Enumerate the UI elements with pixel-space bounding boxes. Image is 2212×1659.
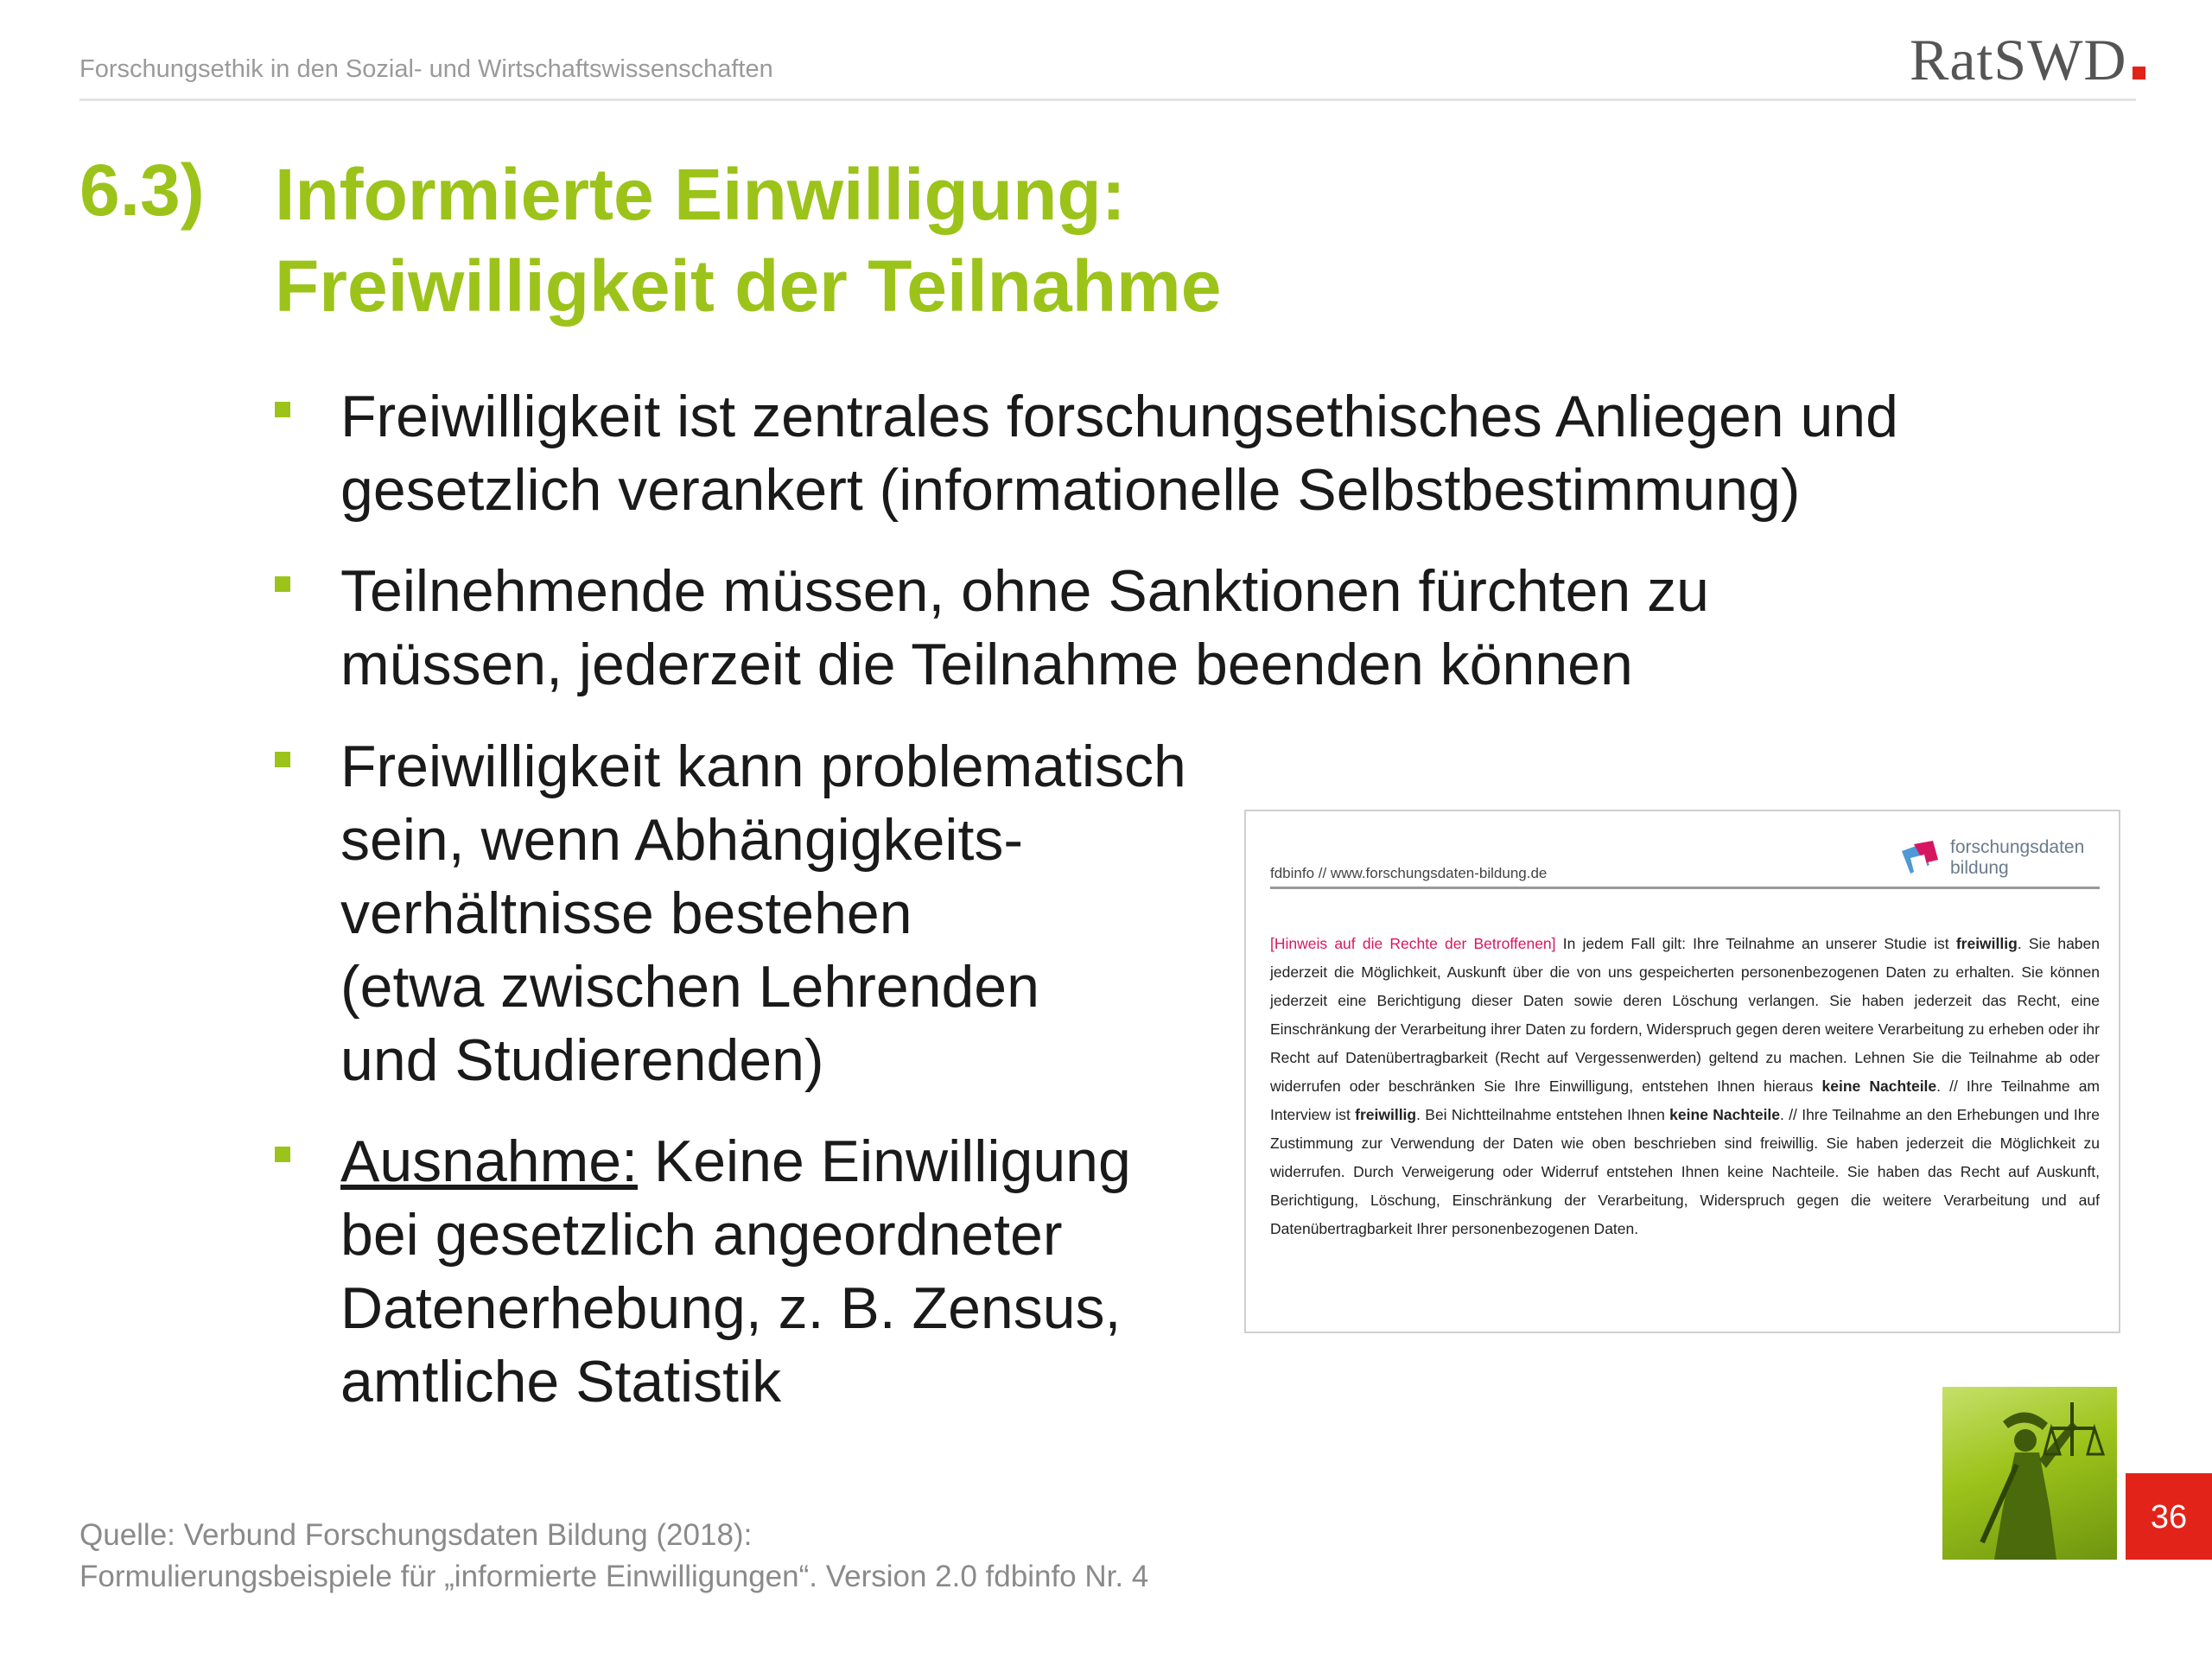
bullet-line: Freiwilligkeit ist zentrales forschungsethisches Anliegen und (340, 384, 1898, 449)
bullet-marker (275, 576, 290, 592)
bullet-line: Datenerhebung, z. B. Zensus, (340, 1275, 1122, 1341)
doc-text: . Bei Nichtteilnahme entstehen Ihnen (1416, 1106, 1670, 1123)
fdb-logo-icon (1898, 839, 1942, 882)
justitia-statue-image (1942, 1387, 2117, 1560)
doc-bold: freiwillig (1955, 935, 2018, 952)
justitia-icon (1942, 1387, 2117, 1560)
bullet-text (340, 1125, 1131, 1419)
bullet-line: gesetzlich verankert (informationelle Selbstbestimmung) (340, 457, 1801, 523)
doc-bold: keine Nachteile (1821, 1077, 1937, 1095)
header-subtitle: Forschungsethik in den Sozial- und Wirtschaftswissenschaften (79, 55, 773, 83)
logo-dot (2133, 67, 2145, 79)
bullet-line: (etwa zwischen Lehrenden (340, 954, 1039, 1020)
page-number-badge (2126, 1473, 2212, 1560)
bullet-line: verhältnisse bestehen (340, 880, 912, 946)
doc-text: In jedem Fall gilt: Ihre Teilnahme an unserer Studie ist (1555, 935, 1956, 952)
fdb-logo-text (1950, 837, 2084, 879)
bullet-line: amtliche Statistik (340, 1349, 782, 1414)
document-divider (1270, 887, 2100, 889)
bullet-marker (275, 402, 290, 417)
bullet-line (340, 1125, 1131, 1198)
doc-text: . Sie haben jederzeit die Möglichkeit, Auskunft über die von uns gespeicherten personenbezogenen Daten zu erhalten. Sie können jederzeit eine Berichtigung dieser Daten sowie deren Löschung verlangen. Sie haben jederzeit das Recht, eine Einschränkung der Verarbeitung ihrer Daten zu fordern, Widerspruch gegen deren weitere Verarbeitung zu erheben oder ihr Recht auf Datenübertragbarkeit (Recht auf Vergessenwerden) geltend zu machen. Lehnen Sie die Teilnahme ab oder widerrufen oder beschränken Sie Ihre Einwilligung, entstehen Ihnen hieraus (1270, 935, 2101, 1095)
bullet-text (340, 380, 1898, 527)
bullet-line-text: Keine Einwilligung (637, 1128, 1131, 1194)
title-number: 6.3) (79, 149, 205, 231)
bullet-marker (275, 752, 290, 767)
doc-bold: freiwillig (1355, 1106, 1417, 1123)
document-body (1270, 930, 2100, 1243)
bullet-text (340, 555, 1709, 702)
title-line-1: Informierte Einwilligung: (275, 154, 1126, 235)
document-excerpt-image (1244, 810, 2120, 1333)
doc-bold: keine Nachteile (1669, 1106, 1781, 1123)
exception-label: Ausnahme: (340, 1128, 638, 1194)
page-number: 36 (2150, 1499, 2188, 1535)
bullet-line: bei gesetzlich angeordneter (340, 1202, 1063, 1268)
fdb-logo-line: bildung (1950, 858, 2009, 878)
bullet-text (340, 730, 1186, 1097)
bullet-line: und Studierenden) (340, 1027, 824, 1093)
fdb-logo-line: forschungsdaten (1950, 837, 2085, 857)
ratswd-logo (1910, 26, 2145, 94)
doc-text: . // Ihre Teilnahme an den Erhebungen und Ihre Zustimmung zur Verwendung der Daten wie oben beschrieben sind freiwillig. Sie haben jederzeit die Möglichkeit zu widerrufen. Durch Verweigerung oder Widerruf entstehen Ihnen keine Nachteile. Sie haben das Recht auf Auskunft, Berichtigung, Löschung, Einschränkung der Verarbeitung, Widerspruch gegen die weitere Verarbeitung und auf Datenübertragbarkeit Ihrer personenbezogenen Daten. (1270, 1106, 2100, 1237)
page-title (275, 149, 1221, 332)
source-citation-line-1: Quelle: Verbund Forschungsdaten Bildung (2018): (79, 1518, 753, 1552)
source-citation-line-2: Formulierungsbeispiele für „informierte Einwilligungen“. Version 2.0 fdbinfo Nr. 4 (79, 1560, 1149, 1593)
hint-label: [Hinweis auf die Rechte der Betroffenen] (1270, 935, 1556, 952)
bullet-line: sein, wenn Abhängigkeits- (340, 807, 1024, 873)
header-divider (79, 99, 2136, 101)
bullet-marker (275, 1147, 290, 1162)
bullet-line: müssen, jederzeit die Teilnahme beenden können (340, 632, 1633, 697)
bullet-line: Freiwilligkeit kann problematisch (340, 734, 1186, 799)
document-url: fdbinfo // www.forschungsdaten-bildung.de (1270, 865, 1548, 881)
title-line-2: Freiwilligkeit der Teilnahme (275, 245, 1222, 327)
logo-text: RatSWD (1910, 27, 2127, 92)
doc-text: . // Ihre Teilnahme am Interview ist (1270, 1077, 2101, 1123)
bullet-line: Teilnehmende müssen, ohne Sanktionen fürchten zu (340, 558, 1709, 624)
